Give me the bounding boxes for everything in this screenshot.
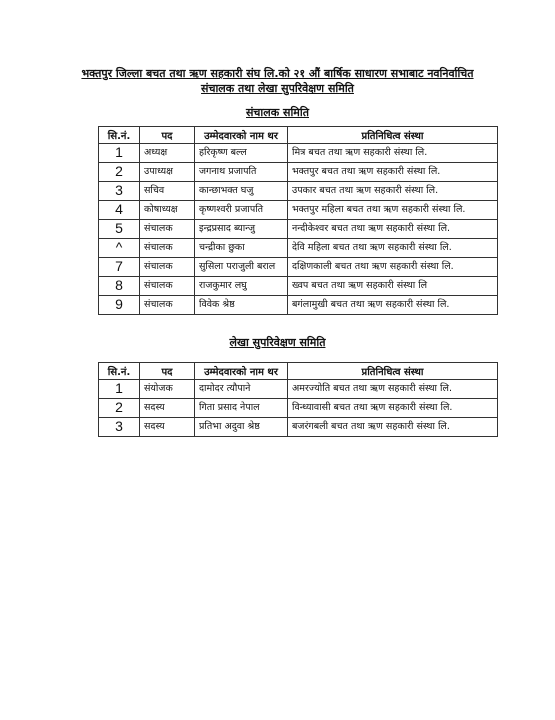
- cell-sn: 8: [99, 277, 140, 296]
- table-row: [99, 163, 498, 182]
- table-header-row: [99, 127, 498, 144]
- table-row: [99, 239, 498, 258]
- cell-org: बगंलामुखी बचत तथा ऋण सहकारी संस्था लि.: [288, 296, 498, 315]
- cell-post: सदस्य: [140, 418, 195, 437]
- cell-name: कृष्णश्वरी प्रजापति: [195, 201, 288, 220]
- table-row: [99, 296, 498, 315]
- table-row: [99, 220, 498, 239]
- cell-name: विवेक श्रेष्ठ: [195, 296, 288, 315]
- cell-name: प्रतिभा अदुवा श्रेष्ठ: [195, 418, 288, 437]
- column-header-org: प्रतिनिधित्व संस्था: [288, 127, 498, 144]
- document-title-line1: भक्तपुर जिल्ला बचत तथा ऋण सहकारी संघ लि.को २१ औं बार्षिक साधारण सभाबाट नवनिर्वाचित: [81, 67, 474, 80]
- cell-post: संयोजक: [140, 380, 195, 399]
- cell-post: संचालक: [140, 296, 195, 315]
- column-header-sn: सि.नं.: [99, 127, 140, 144]
- table-row: [99, 380, 498, 399]
- column-header-name: उम्मेदवारको नाम थर: [195, 127, 288, 144]
- table-header-row: [99, 363, 498, 380]
- cell-name: चन्द्रीका छुका: [195, 239, 288, 258]
- cell-sn: 3: [99, 182, 140, 201]
- cell-sn: 5: [99, 220, 140, 239]
- column-header-sn: सि.नं.: [99, 363, 140, 380]
- cell-post: संचालक: [140, 258, 195, 277]
- cell-post: अध्यक्ष: [140, 144, 195, 163]
- committee2-title: लेखा सुपरिवेक्षण समिति: [229, 336, 326, 349]
- cell-org: अमरज्योति बचत तथा ऋण सहकारी संस्था लि.: [288, 380, 498, 399]
- committee1-table: [98, 126, 498, 315]
- cell-org: नन्दीकेश्वर बचत तथा ऋण सहकारी संस्था लि.: [288, 220, 498, 239]
- cell-sn: 9: [99, 296, 140, 315]
- cell-post: संचालक: [140, 220, 195, 239]
- table-row: [99, 182, 498, 201]
- committee1-title: संचालक समिति: [246, 106, 309, 119]
- cell-sn: 7: [99, 258, 140, 277]
- cell-org: विन्ध्यावासी बचत तथा ऋण सहकारी संस्था लि.: [288, 399, 498, 418]
- cell-sn: 1: [99, 380, 140, 399]
- cell-post: सदस्य: [140, 399, 195, 418]
- cell-name: हरिकृष्ण बल्ल: [195, 144, 288, 163]
- table-row: [99, 258, 498, 277]
- cell-name: राजकुमार लघु: [195, 277, 288, 296]
- cell-org: भक्तपुर महिला बचत तथा ऋण सहकारी संस्था लि.: [288, 201, 498, 220]
- table-row: [99, 201, 498, 220]
- cell-name: जगनाथ प्रजापति: [195, 163, 288, 182]
- table-row: [99, 418, 498, 437]
- cell-org: बजरंगबली बचत तथा ऋण सहकारी संस्था लि.: [288, 418, 498, 437]
- cell-org: दक्षिणकाली बचत तथा ऋण सहकारी संस्था लि.: [288, 258, 498, 277]
- cell-sn: ^: [99, 239, 140, 258]
- cell-org: मित्र बचत तथा ऋण सहकारी संस्था लि.: [288, 144, 498, 163]
- committee1-rows: [99, 144, 498, 315]
- cell-sn: 1: [99, 144, 140, 163]
- cell-name: सुसिला पराजुली बराल: [195, 258, 288, 277]
- committee2-table: [98, 362, 498, 437]
- cell-post: कोषाध्यक्ष: [140, 201, 195, 220]
- cell-sn: 4: [99, 201, 140, 220]
- cell-sn: 3: [99, 418, 140, 437]
- cell-name: इन्द्रप्रसाद ब्यान्जु: [195, 220, 288, 239]
- table-row: [99, 277, 498, 296]
- cell-post: संचालक: [140, 277, 195, 296]
- column-header-post: पद: [140, 127, 195, 144]
- cell-org: भक्तपुर बचत तथा ऋण सहकारी संस्था लि.: [288, 163, 498, 182]
- cell-post: उपाध्यक्ष: [140, 163, 195, 182]
- cell-name: गिता प्रसाद नेपाल: [195, 399, 288, 418]
- cell-name: कान्छाभक्त घजु: [195, 182, 288, 201]
- cell-org: उपकार बचत तथा ऋण सहकारी संस्था लि.: [288, 182, 498, 201]
- cell-name: दामोदर त्यौपाने: [195, 380, 288, 399]
- column-header-name: उम्मेदवारको नाम थर: [195, 363, 288, 380]
- table-row: [99, 399, 498, 418]
- document-title-line2: संचालक तथा लेखा सुपरिवेक्षण समिति: [201, 82, 354, 95]
- cell-post: सचिव: [140, 182, 195, 201]
- cell-org: देवि महिला बचत तथा ऋण सहकारी संस्था लि.: [288, 239, 498, 258]
- column-header-post: पद: [140, 363, 195, 380]
- column-header-org: प्रतिनिधित्व संस्था: [288, 363, 498, 380]
- cell-org: ख्वप बचत तथा ऋण सहकारी संस्था लि: [288, 277, 498, 296]
- cell-post: संचालक: [140, 239, 195, 258]
- cell-sn: 2: [99, 399, 140, 418]
- cell-sn: 2: [99, 163, 140, 182]
- table-row: [99, 144, 498, 163]
- committee2-rows: [99, 380, 498, 437]
